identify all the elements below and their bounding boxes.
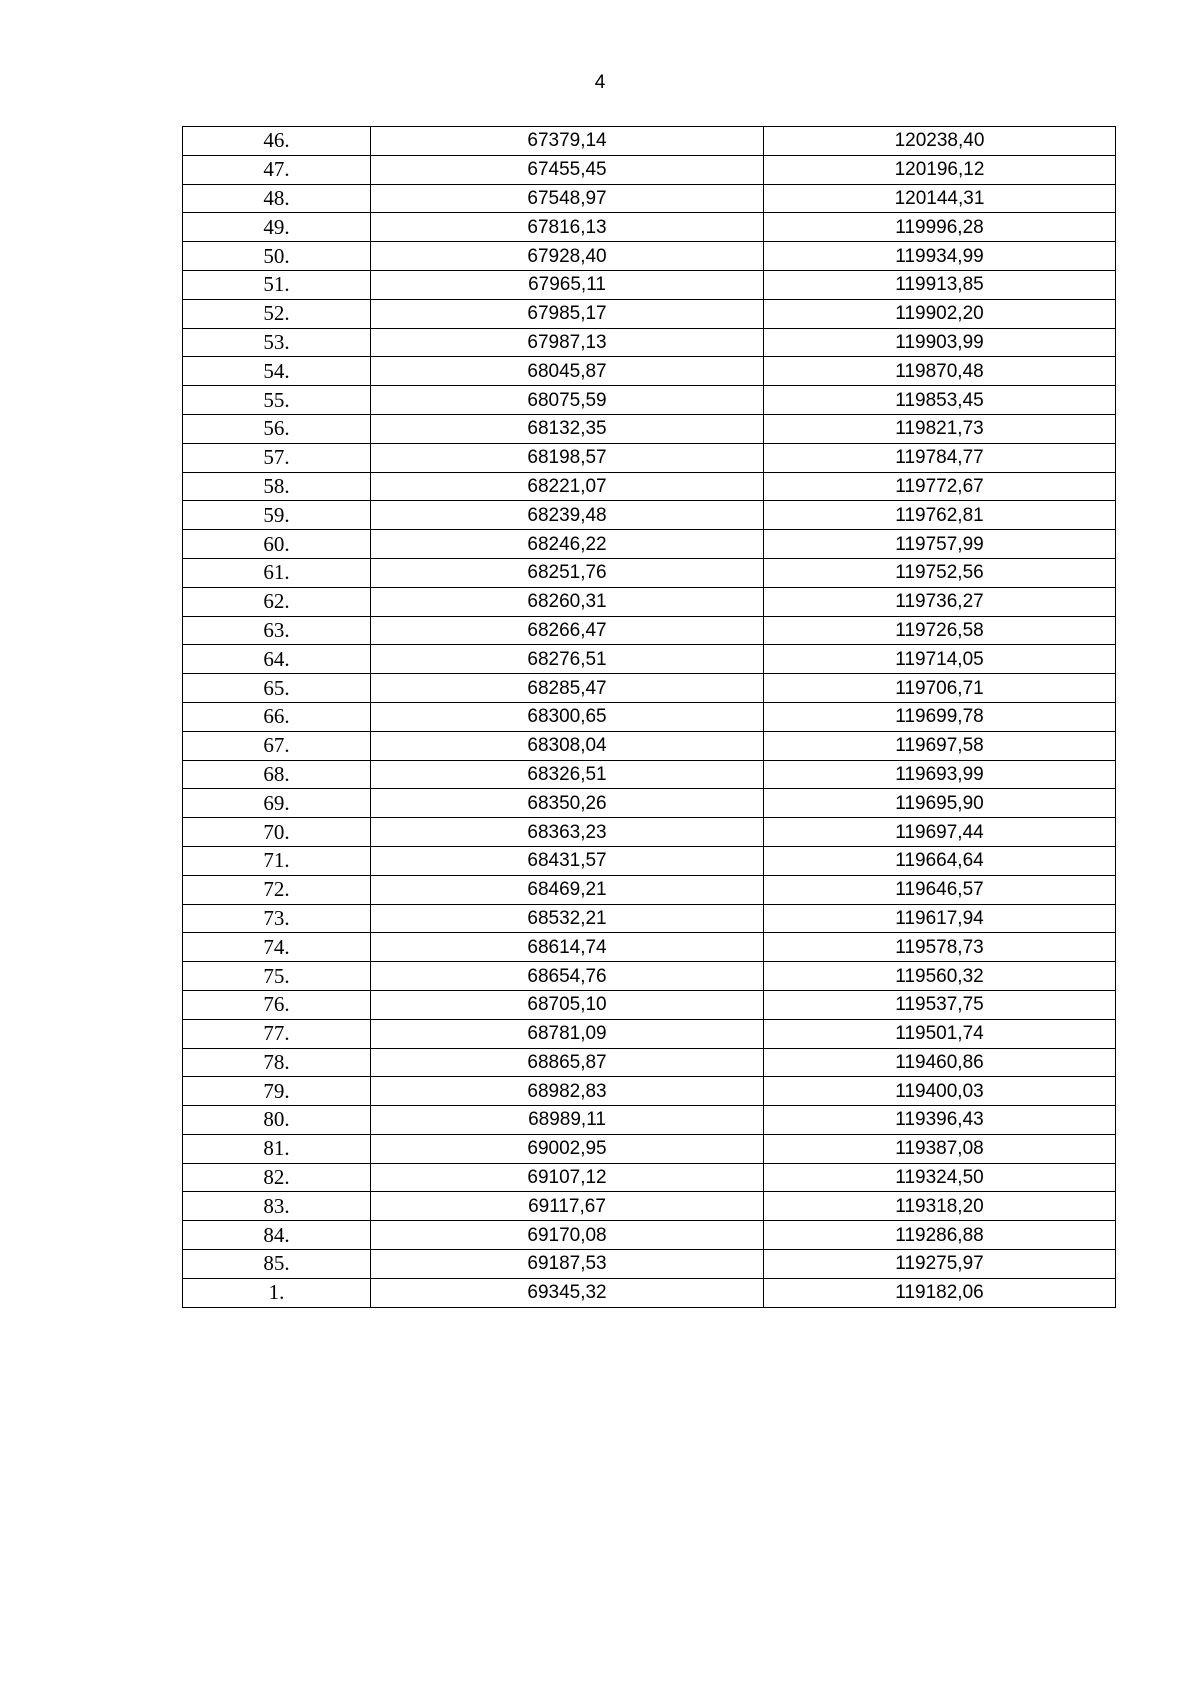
point-number-cell: 79. (183, 1077, 371, 1106)
table-row (183, 702, 1116, 731)
table-row (183, 1192, 1116, 1221)
x-coordinate-cell: 68276,51 (371, 645, 764, 674)
point-number-cell: 75. (183, 962, 371, 991)
point-number-cell: 1. (183, 1278, 371, 1307)
table-row (183, 127, 1116, 156)
point-number-cell: 65. (183, 674, 371, 703)
y-coordinate-cell: 119762,81 (764, 501, 1116, 530)
x-coordinate-cell: 68285,47 (371, 674, 764, 703)
point-number-cell: 74. (183, 933, 371, 962)
point-number-cell: 70. (183, 818, 371, 847)
y-coordinate-cell: 119560,32 (764, 962, 1116, 991)
table-row (183, 270, 1116, 299)
table-row (183, 818, 1116, 847)
table-row (183, 731, 1116, 760)
page-number: 4 (594, 72, 606, 93)
y-coordinate-cell: 119996,28 (764, 213, 1116, 242)
point-number-cell: 50. (183, 242, 371, 271)
x-coordinate-cell: 68350,26 (371, 789, 764, 818)
x-coordinate-cell: 68266,47 (371, 616, 764, 645)
table-row (183, 1278, 1116, 1307)
y-coordinate-cell: 120144,31 (764, 184, 1116, 213)
point-number-cell: 78. (183, 1048, 371, 1077)
y-coordinate-cell: 119387,08 (764, 1134, 1116, 1163)
y-coordinate-cell: 119821,73 (764, 414, 1116, 443)
table-row (183, 242, 1116, 271)
y-coordinate-cell: 119913,85 (764, 270, 1116, 299)
table-row (183, 472, 1116, 501)
y-coordinate-cell: 119870,48 (764, 357, 1116, 386)
table-row (183, 328, 1116, 357)
point-number-cell: 47. (183, 155, 371, 184)
x-coordinate-cell: 68221,07 (371, 472, 764, 501)
y-coordinate-cell: 119275,97 (764, 1250, 1116, 1279)
point-number-cell: 48. (183, 184, 371, 213)
table-row (183, 1250, 1116, 1279)
y-coordinate-cell: 119400,03 (764, 1077, 1116, 1106)
table-row (183, 357, 1116, 386)
point-number-cell: 68. (183, 760, 371, 789)
x-coordinate-cell: 69107,12 (371, 1163, 764, 1192)
table-row (183, 184, 1116, 213)
y-coordinate-cell: 119695,90 (764, 789, 1116, 818)
x-coordinate-cell: 68300,65 (371, 702, 764, 731)
point-number-cell: 56. (183, 414, 371, 443)
x-coordinate-cell: 68198,57 (371, 443, 764, 472)
x-coordinate-cell: 67987,13 (371, 328, 764, 357)
x-coordinate-cell: 69187,53 (371, 1250, 764, 1279)
table-row (183, 299, 1116, 328)
x-coordinate-cell: 68132,35 (371, 414, 764, 443)
table-row (183, 587, 1116, 616)
point-number-cell: 54. (183, 357, 371, 386)
y-coordinate-cell: 119693,99 (764, 760, 1116, 789)
y-coordinate-cell: 119501,74 (764, 1019, 1116, 1048)
y-coordinate-cell: 119617,94 (764, 904, 1116, 933)
table-row (183, 904, 1116, 933)
y-coordinate-cell: 119853,45 (764, 386, 1116, 415)
point-number-cell: 55. (183, 386, 371, 415)
y-coordinate-cell: 119664,64 (764, 846, 1116, 875)
x-coordinate-cell: 68982,83 (371, 1077, 764, 1106)
x-coordinate-cell: 68532,21 (371, 904, 764, 933)
y-coordinate-cell: 119784,77 (764, 443, 1116, 472)
point-number-cell: 61. (183, 558, 371, 587)
table-row (183, 414, 1116, 443)
table-row (183, 1019, 1116, 1048)
y-coordinate-cell: 119714,05 (764, 645, 1116, 674)
point-number-cell: 83. (183, 1192, 371, 1221)
x-coordinate-cell: 68326,51 (371, 760, 764, 789)
point-number-cell: 71. (183, 846, 371, 875)
y-coordinate-cell: 119578,73 (764, 933, 1116, 962)
point-number-cell: 67. (183, 731, 371, 760)
table-row (183, 933, 1116, 962)
y-coordinate-cell: 119736,27 (764, 587, 1116, 616)
table-row (183, 558, 1116, 587)
point-number-cell: 49. (183, 213, 371, 242)
table-row (183, 530, 1116, 559)
point-number-cell: 66. (183, 702, 371, 731)
point-number-cell: 51. (183, 270, 371, 299)
table-row (183, 1163, 1116, 1192)
x-coordinate-cell: 69170,08 (371, 1221, 764, 1250)
point-number-cell: 81. (183, 1134, 371, 1163)
table-row (183, 1106, 1116, 1135)
x-coordinate-cell: 67548,97 (371, 184, 764, 213)
x-coordinate-cell: 68260,31 (371, 587, 764, 616)
point-number-cell: 80. (183, 1106, 371, 1135)
x-coordinate-cell: 69345,32 (371, 1278, 764, 1307)
y-coordinate-cell: 119182,06 (764, 1278, 1116, 1307)
y-coordinate-cell: 119752,56 (764, 558, 1116, 587)
x-coordinate-cell: 68045,87 (371, 357, 764, 386)
table-row (183, 990, 1116, 1019)
x-coordinate-cell: 68614,74 (371, 933, 764, 962)
point-number-cell: 73. (183, 904, 371, 933)
table-row (183, 760, 1116, 789)
point-number-cell: 62. (183, 587, 371, 616)
x-coordinate-cell: 67985,17 (371, 299, 764, 328)
x-coordinate-cell: 67965,11 (371, 270, 764, 299)
x-coordinate-cell: 67379,14 (371, 127, 764, 156)
point-number-cell: 72. (183, 875, 371, 904)
x-coordinate-cell: 68363,23 (371, 818, 764, 847)
table-row (183, 962, 1116, 991)
table-row (183, 1048, 1116, 1077)
table-row (183, 501, 1116, 530)
y-coordinate-cell: 119396,43 (764, 1106, 1116, 1135)
x-coordinate-cell: 68865,87 (371, 1048, 764, 1077)
x-coordinate-cell: 69117,67 (371, 1192, 764, 1221)
table-row (183, 616, 1116, 645)
coordinates-table (182, 126, 1116, 1308)
coordinates-table-body (183, 127, 1116, 1308)
x-coordinate-cell: 68781,09 (371, 1019, 764, 1048)
x-coordinate-cell: 68705,10 (371, 990, 764, 1019)
y-coordinate-cell: 119324,50 (764, 1163, 1116, 1192)
x-coordinate-cell: 68654,76 (371, 962, 764, 991)
y-coordinate-cell: 119537,75 (764, 990, 1116, 1019)
table-row (183, 1134, 1116, 1163)
y-coordinate-cell: 119646,57 (764, 875, 1116, 904)
table-row (183, 846, 1116, 875)
table-row (183, 155, 1116, 184)
table-row (183, 386, 1116, 415)
y-coordinate-cell: 119903,99 (764, 328, 1116, 357)
x-coordinate-cell: 67455,45 (371, 155, 764, 184)
point-number-cell: 52. (183, 299, 371, 328)
point-number-cell: 57. (183, 443, 371, 472)
point-number-cell: 77. (183, 1019, 371, 1048)
y-coordinate-cell: 119697,44 (764, 818, 1116, 847)
y-coordinate-cell: 120196,12 (764, 155, 1116, 184)
x-coordinate-cell: 68308,04 (371, 731, 764, 760)
point-number-cell: 69. (183, 789, 371, 818)
x-coordinate-cell: 68075,59 (371, 386, 764, 415)
y-coordinate-cell: 119726,58 (764, 616, 1116, 645)
y-coordinate-cell: 120238,40 (764, 127, 1116, 156)
y-coordinate-cell: 119902,20 (764, 299, 1116, 328)
point-number-cell: 63. (183, 616, 371, 645)
table-row (183, 789, 1116, 818)
x-coordinate-cell: 69002,95 (371, 1134, 764, 1163)
point-number-cell: 82. (183, 1163, 371, 1192)
x-coordinate-cell: 68469,21 (371, 875, 764, 904)
table-row (183, 443, 1116, 472)
y-coordinate-cell: 119757,99 (764, 530, 1116, 559)
x-coordinate-cell: 68239,48 (371, 501, 764, 530)
point-number-cell: 85. (183, 1250, 371, 1279)
x-coordinate-cell: 67816,13 (371, 213, 764, 242)
point-number-cell: 46. (183, 127, 371, 156)
x-coordinate-cell: 68431,57 (371, 846, 764, 875)
y-coordinate-cell: 119460,86 (764, 1048, 1116, 1077)
x-coordinate-cell: 67928,40 (371, 242, 764, 271)
point-number-cell: 64. (183, 645, 371, 674)
table-row (183, 1077, 1116, 1106)
point-number-cell: 76. (183, 990, 371, 1019)
y-coordinate-cell: 119934,99 (764, 242, 1116, 271)
table-row (183, 645, 1116, 674)
table-row (183, 875, 1116, 904)
table-row (183, 213, 1116, 242)
y-coordinate-cell: 119699,78 (764, 702, 1116, 731)
y-coordinate-cell: 119706,71 (764, 674, 1116, 703)
point-number-cell: 53. (183, 328, 371, 357)
x-coordinate-cell: 68246,22 (371, 530, 764, 559)
point-number-cell: 60. (183, 530, 371, 559)
point-number-cell: 58. (183, 472, 371, 501)
y-coordinate-cell: 119318,20 (764, 1192, 1116, 1221)
x-coordinate-cell: 68251,76 (371, 558, 764, 587)
point-number-cell: 59. (183, 501, 371, 530)
table-row (183, 1221, 1116, 1250)
table-row (183, 674, 1116, 703)
x-coordinate-cell: 68989,11 (371, 1106, 764, 1135)
point-number-cell: 84. (183, 1221, 371, 1250)
y-coordinate-cell: 119286,88 (764, 1221, 1116, 1250)
y-coordinate-cell: 119697,58 (764, 731, 1116, 760)
y-coordinate-cell: 119772,67 (764, 472, 1116, 501)
